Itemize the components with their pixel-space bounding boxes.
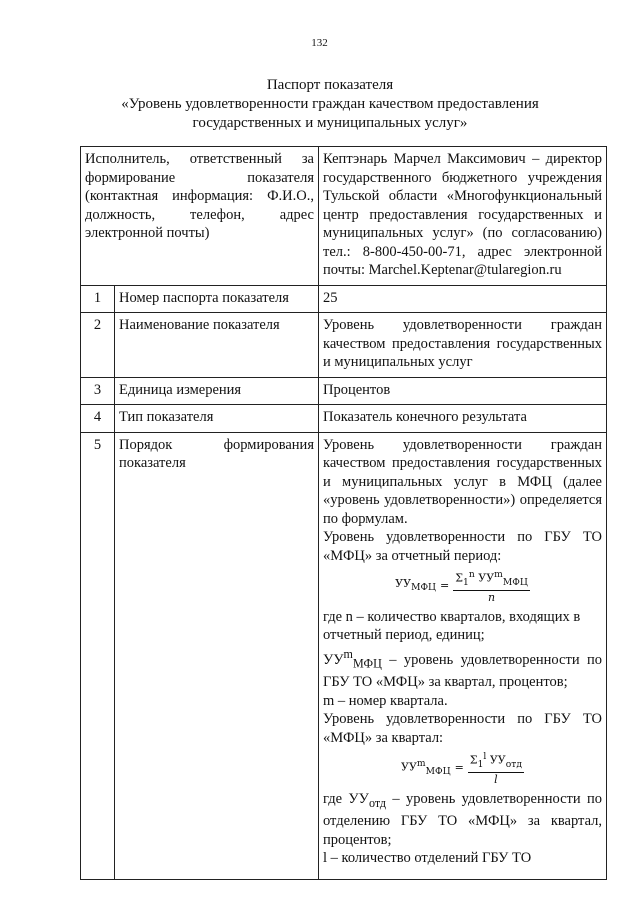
- row-number: 3: [81, 377, 115, 405]
- row-value: Процентов: [319, 377, 607, 405]
- row-number: 4: [81, 405, 115, 433]
- executor-label: Исполнитель, ответственный за формирование показателя (контактная информация: Ф.И.О., должность, телефон, адрес электронной почты): [81, 147, 319, 286]
- row-value: 25: [319, 285, 607, 313]
- table-row-executor: [81, 147, 607, 286]
- method-paragraph-6: Уровень удовлетворенности по ГБУ ТО «МФЦ» за квартал:: [323, 711, 602, 746]
- formula-quarter-fraction: $\frac{\Sigma_1^l УУ_{отд}}{l}$: [469, 751, 522, 786]
- row-label: Тип показателя: [115, 405, 319, 433]
- table-row: [81, 377, 607, 405]
- table-row: [81, 405, 607, 433]
- row-number: 5: [81, 432, 115, 879]
- formula-period-fraction: $\frac{\Sigma_1^n УУ^m_{МФЦ}}{n}$: [455, 569, 528, 604]
- row-label: Номер паспорта показателя: [115, 285, 319, 313]
- formula-quarter: $УУ^m_{МФЦ}$ = $\frac{\Sigma_1^l УУ_{отд}}{l}$: [401, 751, 522, 786]
- method-paragraph-5: m – номер квартала.: [323, 692, 448, 709]
- row-value: Уровень удовлетворенности граждан качеством предоставления государственных и муниципальных услуг: [319, 313, 607, 378]
- table-row: [81, 432, 607, 879]
- method-paragraph-4: $УУ^m_{МФЦ}$ – уровень удовлетворенности по ГБУ ТО «МФЦ» за квартал, процентов;: [323, 646, 602, 691]
- title-line-2: «Уровень удовлетворенности граждан качеством предоставления: [121, 96, 539, 112]
- method-paragraph-8: l – количество отделений ГБУ ТО: [323, 850, 532, 867]
- row-label: Наименование показателя: [115, 313, 319, 378]
- passport-table: [80, 146, 607, 880]
- method-paragraph-2: Уровень удовлетворенности по ГБУ ТО «МФЦ» за отчетный период:: [323, 529, 602, 564]
- row-value-method: [319, 432, 607, 879]
- table-row: [81, 313, 607, 378]
- row-value: Показатель конечного результата: [319, 405, 607, 433]
- formula-period: $УУ_{МФЦ}$ = $\frac{\Sigma_1^n УУ^m_{МФЦ}}{n}$: [395, 569, 528, 604]
- row-number: 1: [81, 285, 115, 313]
- formula-quarter-lhs: $УУ^m_{МФЦ}$: [401, 757, 451, 777]
- title-line-3: государственных и муниципальных услуг»: [192, 115, 468, 131]
- page-number: 132: [311, 37, 328, 49]
- row-label: Единица измерения: [115, 377, 319, 405]
- executor-value: Кептэнарь Марчел Максимович – директор государственного бюджетного учреждения Тульской области «Многофункциональный центр предоставления государственных и муниципальных услуг» (по согласованию) тел.: 8-800-450-00-71, адрес электронной почты: Marchel.Keptenar@tularegion.ru: [319, 147, 607, 286]
- formula-period-lhs: $УУ_{МФЦ}$: [395, 576, 437, 593]
- method-paragraph-7: где $УУ_{отд}$ – уровень удовлетворенности по отделению ГБУ ТО «МФЦ» за квартал, процентов;: [323, 790, 602, 848]
- row-number: 2: [81, 313, 115, 378]
- row-label: Порядок формирования показателя: [115, 432, 319, 879]
- method-paragraph-1: Уровень удовлетворенности граждан качеством предоставления государственных и муниципальных услуг в МФЦ (далее «уровень удовлетворенности») определяется по формулам.: [323, 436, 602, 527]
- page-title: [60, 76, 600, 133]
- table-row: [81, 285, 607, 313]
- title-line-1: Паспорт показателя: [266, 77, 394, 93]
- method-paragraph-3: где n – количество кварталов, входящих в отчетный период, единиц;: [323, 608, 581, 644]
